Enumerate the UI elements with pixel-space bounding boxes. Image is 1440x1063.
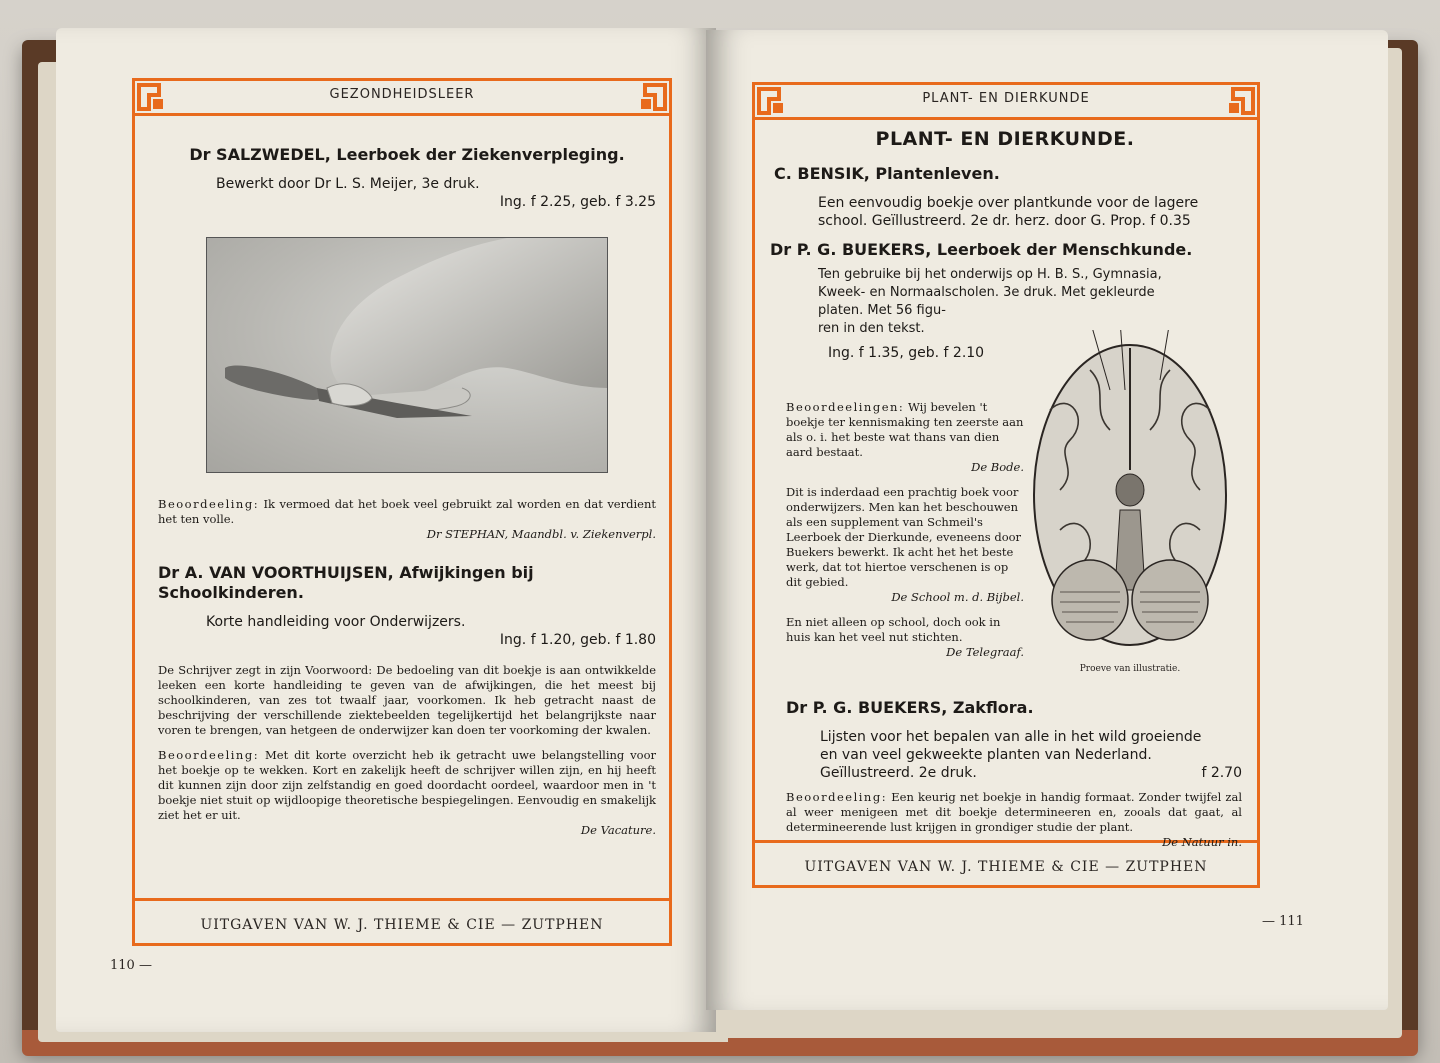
entry-title: C. BENSIK, Plantenleven. — [774, 164, 1000, 183]
entry-text: Geïllustreerd. 2e druk. — [820, 765, 977, 781]
preface-label: De Schrijver zegt in zijn Voorwoord: — [158, 663, 373, 677]
left-page-content — [158, 145, 656, 211]
right-page-content — [770, 128, 1240, 362]
review-source: De Bode. — [971, 460, 1024, 474]
entry-block — [786, 698, 1242, 850]
review-text: Ik vermoed dat het boek veel gebruikt zal worden en dat verdient het ten volle. — [158, 497, 656, 526]
review-label: Beoordeeling: — [158, 497, 260, 511]
review-text: Wij bevelen 't boekje ter kennismaking ten zeerste aan als o. i. het beste wat thans van dien aard bestaat. — [786, 400, 1024, 459]
entry-text: ren in den tekst. — [818, 321, 925, 336]
review-source: Dr STEPHAN, Maandbl. v. Ziekenverpl. — [426, 527, 656, 541]
entry-text: Kweek- en Normaalscholen. 3e druk. Met gekleurde — [818, 285, 1155, 300]
review-label: Beoordeeling: — [158, 748, 260, 762]
entry-title: Dr A. VAN VOORTHUIJSEN, Afwijkingen bij Schoolkinderen. — [158, 563, 534, 602]
review-block — [158, 497, 656, 542]
entry-title: Dr P. G. BUEKERS, Leerboek der Menschkunde. — [770, 240, 1193, 259]
publisher-footer: UITGAVEN VAN W. J. THIEME & CIE — ZUTPHEN — [804, 859, 1208, 875]
review-text: Met dit korte overzicht heb ik getracht uwe belangstelling voor het boekje op te wekken. Kort en zakelijk heeft de schrijver willen zijn, en hij heeft dit kunnen zijn door zijn zelfstandig en goed doordacht oordeel, waardoor men in 't boekje niet stuit op wijdloopige theoretische bespiegelingen. Eenvoudig en smakelijk ziet het er uit. — [158, 748, 656, 822]
right-header-rule — [755, 117, 1257, 120]
page-number: 110 — — [110, 958, 152, 973]
review-block — [786, 400, 1024, 660]
entry-text: en van veel gekweekte planten van Nederland. — [820, 747, 1152, 763]
preface-text: De bedoeling van dit boekje is aan ontwikkelde leeken een korte handleiding te geven van de afwijkingen, die het meest bij schoolkinderen, van zes tot twaalf jaar, voorkomen. Ik heb getracht naast de beschrijving der verschillende ziektebeelden tegelijkertijd het belangrijkste naar voren te brengen, van hetgeen de onderwijzer kan doen ter voorkoming der kwalen. — [158, 663, 657, 737]
entry-text: Een eenvoudig boekje over plantkunde voor de lagere school. Geïllustreerd. 2e dr. herz. door G. Prop. f 0.35 — [818, 195, 1199, 229]
review-label: Beoordeeling: — [786, 790, 888, 804]
review-source: De Telegraaf. — [946, 645, 1024, 659]
entry-price: Ing. f 2.25, geb. f 3.25 — [499, 194, 656, 210]
entry-text: Ten gebruike bij het onderwijs op H. B. S., Gymnasia, — [818, 267, 1162, 282]
entry-subtitle: Korte handleiding voor Onderwijzers. — [206, 614, 466, 630]
left-header-rule — [135, 113, 669, 116]
review-source: De School m. d. Bijbel. — [891, 590, 1024, 604]
entry-title: Dr P. G. BUEKERS, Zakflora. — [786, 698, 1034, 717]
publisher-footer: UITGAVEN VAN W. J. THIEME & CIE — ZUTPHEN — [200, 917, 604, 933]
illustration-brain — [1030, 330, 1230, 660]
entry-text: platen. Met 56 figu- — [818, 303, 946, 318]
review-source: De Vacature. — [580, 823, 656, 837]
entry-block — [158, 563, 656, 838]
review-text: En niet alleen op school, doch ook in huis kan het veel nut stichten. — [786, 615, 1001, 644]
running-head: PLANT- EN DIERKUNDE — [922, 91, 1090, 106]
review-label: Beoordeelingen: — [786, 400, 905, 414]
entry-price: Ing. f 1.20, geb. f 1.80 — [499, 632, 656, 648]
section-title: PLANT- EN DIERKUNDE. — [875, 128, 1135, 150]
left-footer-rule — [135, 898, 669, 901]
entry-price: Ing. f 1.35, geb. f 2.10 — [828, 345, 985, 361]
illustration-caption: Proeve van illustratie. — [1079, 664, 1181, 674]
entry-subtitle: Bewerkt door Dr L. S. Meijer, 3e druk. — [216, 176, 480, 192]
review-text: Dit is inderdaad een prachtig boek voor onderwijzers. Men kan het beschouwen als een supplement van Schmeil's Leerboek der Dierkunde, eveneens door Buekers bewerkt. Ik acht het het beste werk, dat tot hiertoe verschenen is op dit gebied. — [786, 485, 1022, 589]
entry-title: Dr SALZWEDEL, Leerboek der Ziekenverpleging. — [189, 145, 625, 164]
page-number: — 111 — [1262, 914, 1304, 929]
entry-price: f 2.70 — [1201, 765, 1242, 781]
running-head: GEZONDHEIDSLEER — [329, 87, 475, 102]
review-source: De Natuur in. — [1162, 835, 1242, 849]
entry-text: Lijsten voor het bepalen van alle in het wild groeiende — [820, 729, 1202, 745]
illustration-hand-with-knife — [206, 237, 608, 473]
review-text: Een keurig net boekje in handig formaat. Zonder twijfel zal al weer menigeen met dit boekje determineeren en, zooals dat gaat, al determineerende lust krijgen in grondiger studie der plant. — [786, 790, 1243, 834]
